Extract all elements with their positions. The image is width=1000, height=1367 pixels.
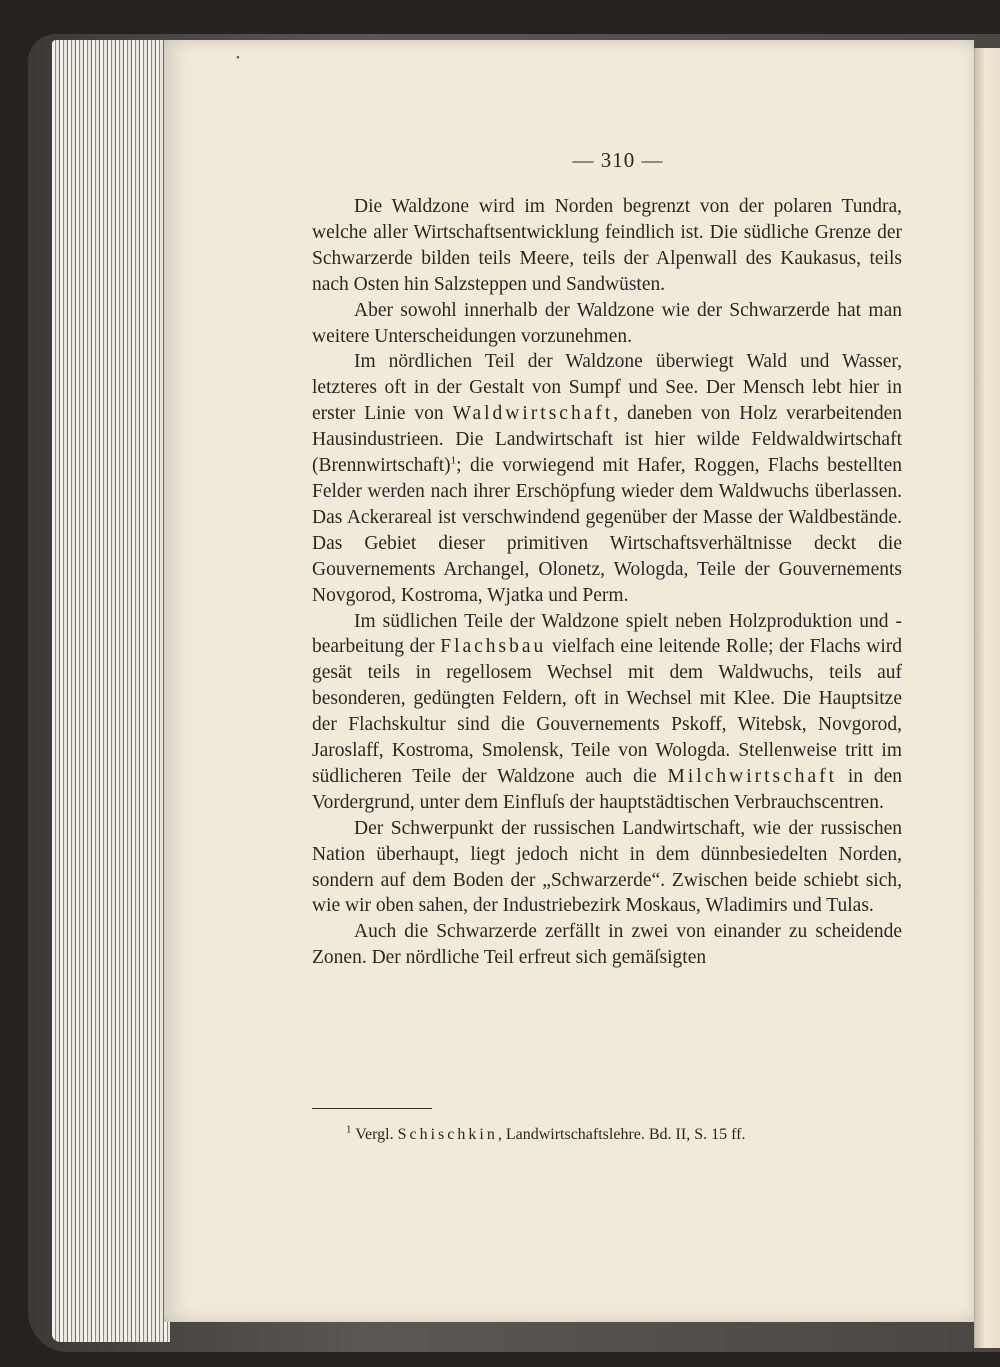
text-run: vielfach eine leitende Rolle; der Flachs wird gesät teils in regellosem Wechsel mit dem Waldwuchs, teils auf besonderen, gedüngten Feldern, oft in Wechsel mit Klee. Die Hauptsitze der Flachskultur sind die Gouvernements Pskoff, Witebsk, Novgorod, Jaroslaff, Kostroma, Smolensk, Teile von Wologda. Stellenweise tritt im südlicheren Teile der Waldzone auch die xyxy=(312,636,902,787)
paragraph: Auch die Schwarzerde zerfällt in zwei von einander zu scheidende Zonen. Der nördliche Teil erfreut sich gemäſsigten xyxy=(312,921,902,969)
paragraph: Aber sowohl innerhalb der Waldzone wie der Schwarzerde hat man weitere Unterscheidungen vorzunehmen. xyxy=(312,299,902,347)
text-run: ; die vorwiegend mit Hafer, Roggen, Flachs bestellten Felder werden nach ihrer Erschöpfung wieder dem Waldwuchs überlassen. Das Ackerareal ist verschwindend gegenüber der Masse der Waldbestände. Das Gebiet dieser primitiven Wirtschaftsverhältnisse deckt die Gouvernements Archangel, Olonetz, Wologda, Teile der Gouvernements Novgorod, Kostroma, Wjatka und Perm. xyxy=(312,455,902,606)
text-run: Im nördlichen Teil der Waldzone überwiegt Wald und Wasser, letzteres oft in der Gestalt von Sumpf und See. Der Mensch lebt hier in erster Linie von xyxy=(312,351,902,425)
body-text xyxy=(312,194,902,971)
spaced-term: Milchwirtschaft xyxy=(667,765,838,787)
paragraph: Die Waldzone wird im Norden begrenzt von der polaren Tundra, welche aller Wirtschaftsentwicklung feindlich ist. Die südliche Grenze der Schwarzerde bilden teils Meere, teils der Alpenwall des Kaukasus, teils nach Osten hin Salzsteppen und Sandwüsten. xyxy=(312,196,902,295)
footnote xyxy=(346,1123,906,1144)
footnote-prefix: Vergl. xyxy=(355,1126,398,1143)
footnote-marker: 1 xyxy=(450,454,457,467)
paragraph xyxy=(312,349,902,608)
spaced-term: Waldwirtschaft xyxy=(452,403,614,425)
footnote-number: 1 xyxy=(346,1123,352,1136)
paragraph: Der Schwerpunkt der russischen Landwirtschaft, wie der russischen Nation überhaupt, liegt jedoch nicht in dem dünnbesiedelten Norden, sondern auf dem Boden der „Schwarzerde“. Zwischen beide schiebt sich, wie wir oben sahen, der Industriebezirk Moskaus, Wladimirs und Tulas. xyxy=(312,817,902,917)
paragraph xyxy=(312,609,902,816)
footnote-rest: , Landwirtschaftslehre. Bd. II, S. 15 ff. xyxy=(497,1126,746,1143)
page-number: — 310 — xyxy=(572,148,664,172)
text-run: Im südlichen Teile der Waldzone spielt neben Holzproduktion und -bearbeitung der xyxy=(312,610,902,658)
page-edges xyxy=(52,40,170,1342)
spaced-term: Flachsbau xyxy=(440,636,547,658)
footnote-rule xyxy=(312,1108,432,1109)
footnote-author: Schischkin xyxy=(397,1126,498,1143)
text-run: , daneben von Holz verarbeitenden Hausindustrieen. Die Landwirtschaft ist hier wilde Feldwaldwirtschaft (Brennwirtschaft) xyxy=(312,403,902,477)
page-speck: • xyxy=(236,52,240,64)
text-run: in den Vordergrund, unter dem Einfluſs der hauptstädtischen Verbrauchscentren. xyxy=(312,765,902,813)
next-page-edge xyxy=(974,48,1000,1348)
